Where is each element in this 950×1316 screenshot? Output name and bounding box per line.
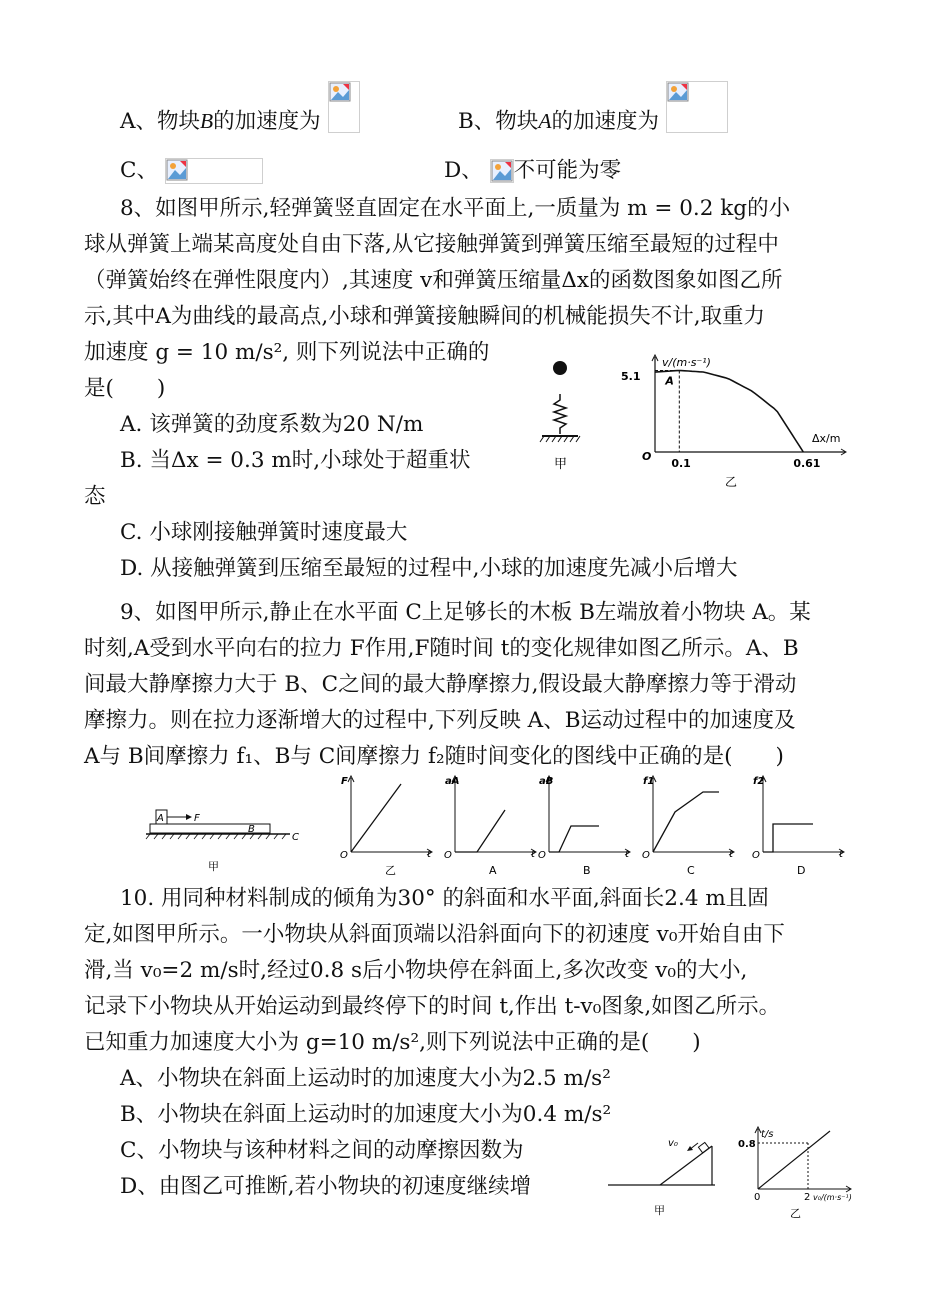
q8-line-2: 球从弹簧上端某高度处自由下落,从它接触弹簧到弹簧压缩至最短的过程中: [84, 232, 779, 257]
q10-line-2: 定,如图甲所示。一小物块从斜面顶端以沿斜面向下的初速度 v₀开始自由下: [84, 922, 785, 947]
q9-line-4: 摩擦力。则在拉力逐渐增大的过程中,下列反映 A、B运动过程中的加速度及: [84, 708, 796, 733]
velocity-curve: [655, 371, 803, 452]
q8-figure-yi: [600, 352, 860, 487]
spring-icon: [554, 394, 566, 434]
q10-figure-jia: [600, 1130, 725, 1220]
q9-line-2: 时刻,A受到水平向右的拉力 F作用,F随时间 t的变化规律如图乙所示。A、B: [84, 636, 799, 661]
broken-image-icon: [328, 81, 360, 133]
panel-caption: D: [797, 864, 806, 877]
broken-image-icon: [666, 81, 728, 133]
q10-option-c: C、小物块与该种材料之间的动摩擦因数为: [120, 1138, 524, 1163]
q8-line-5: 加速度 g = 10 m/s², 则下列说法中正确的: [84, 340, 490, 365]
q9-graph-panels: [335, 770, 845, 880]
block-a-label: A: [157, 813, 164, 824]
force-label: F: [194, 813, 200, 824]
x-tick-label: 0.61: [793, 457, 821, 470]
panel-origin-label: O: [752, 850, 760, 861]
fig-caption-yi: 乙: [725, 475, 738, 487]
panel-t-label: t: [531, 849, 535, 860]
panel-t-label: t: [839, 849, 843, 860]
q8-option-b-cont: 态: [84, 484, 106, 509]
q8-line-3: （弹簧始终在弹性限度内）,其速度 v和弹簧压缩量Δx的函数图象如图乙所: [84, 268, 783, 293]
panel-caption: A: [489, 864, 497, 877]
panel-y-label: aA: [445, 776, 460, 787]
panel-origin-label: O: [642, 850, 650, 861]
fig-caption-jia: 甲: [654, 1204, 665, 1217]
q10-line-3: 滑,当 v₀=2 m/s时,经过0.8 s后小物块停在斜面上,多次改变 v₀的大小,: [84, 958, 748, 983]
fig-caption-jia: 甲: [554, 457, 568, 472]
v0-label: v₀: [668, 1138, 678, 1149]
x-axis-label: v₀/(m·s⁻¹): [813, 1193, 852, 1202]
broken-image-icon: [490, 159, 514, 183]
q10-option-a: A、小物块在斜面上运动时的加速度大小为2.5 m/s²: [120, 1066, 611, 1091]
q8-line-4: 示,其中A为曲线的最高点,小球和弹簧接触瞬间的机械能损失不计,取重力: [84, 304, 766, 329]
q9-figure-jia: [140, 800, 310, 880]
panel-curve: [549, 826, 599, 852]
panel-origin-label: O: [340, 850, 348, 861]
y-axis-label: t/s: [761, 1129, 774, 1140]
q9-line-1: 9、如图甲所示,静止在水平面 C上足够长的木板 B左端放着小物块 A。某: [120, 600, 811, 625]
x-tick-label: 0.1: [671, 457, 691, 470]
q7-option-a: A、物块B的加速度为: [120, 106, 360, 137]
q9-line-3: 间最大静摩擦力大于 B、C之间的最大静摩擦力,假设最大静摩擦力等于滑动: [84, 672, 797, 697]
ground-label: C: [292, 832, 299, 843]
y-axis-label: v/(m·s⁻¹): [662, 356, 711, 369]
q7-option-d: D、 不可能为零: [444, 158, 622, 183]
q8-option-a: A. 该弹簧的劲度系数为20 N/m: [120, 412, 424, 437]
panel-curve: [351, 784, 401, 852]
panel-caption: B: [583, 864, 591, 877]
panel-y-label: f2: [753, 776, 765, 787]
ball-icon: [553, 361, 567, 375]
panel-origin-label: O: [444, 850, 452, 861]
q10-line-5: 已知重力加速度大小为 g=10 m/s²,则下列说法中正确的是( ): [84, 1030, 701, 1055]
q7-option-c: C、: [120, 156, 263, 186]
panel-y-label: F: [341, 776, 348, 787]
q10-line-1: 10. 用同种材料制成的倾角为30° 的斜面和水平面,斜面长2.4 m且固: [120, 886, 769, 911]
panel-y-label: aB: [539, 776, 554, 787]
origin-label: O: [642, 450, 652, 463]
q7-option-b: B、物块A的加速度为: [458, 106, 728, 137]
block-b-label: B: [248, 824, 255, 835]
panel-t-label: t: [729, 849, 733, 860]
panel-caption: 乙: [385, 864, 396, 877]
panel-caption: C: [687, 864, 695, 877]
q8-option-d: D. 从接触弹簧到压缩至最短的过程中,小球的加速度先减小后增大: [120, 556, 738, 581]
x-axis-label: Δx/m: [812, 432, 841, 445]
broken-image-icon: [165, 158, 263, 184]
q8-line-6: 是( ): [84, 376, 166, 401]
x-tick-label: 2: [804, 1192, 811, 1203]
q9-line-5: A与 B间摩擦力 f₁、B与 C间摩擦力 f₂随时间变化的图线中正确的是( ): [84, 744, 784, 769]
q8-figure-jia: [530, 352, 600, 477]
q10-option-d: D、由图乙可推断,若小物块的初速度继续增: [120, 1174, 532, 1199]
q10-line-4: 记录下小物块从开始运动到最终停下的时间 t,作出 t-v₀图象,如图乙所示。: [84, 994, 781, 1019]
y-tick-label: 5.1: [621, 370, 641, 383]
q10-option-b: B、小物块在斜面上运动时的加速度大小为0.4 m/s²: [120, 1102, 612, 1127]
panel-curve: [763, 824, 813, 852]
panel-t-label: t: [625, 849, 629, 860]
point-a-label: A: [665, 374, 674, 388]
fig-caption-jia: 甲: [208, 860, 219, 873]
panel-curve: [455, 810, 505, 852]
q8-option-c: C. 小球刚接触弹簧时速度最大: [120, 520, 408, 545]
panel-origin-label: O: [538, 850, 546, 861]
origin-label: 0: [754, 1192, 761, 1203]
y-tick-label: 0.8: [738, 1139, 756, 1150]
q8-option-b: B. 当Δx = 0.3 m时,小球处于超重状: [120, 448, 471, 473]
panel-y-label: f1: [643, 776, 655, 787]
q8-line-1: 8、如图甲所示,轻弹簧竖直固定在水平面上,一质量为 m = 0.2 kg的小: [120, 196, 791, 221]
panel-t-label: t: [427, 849, 431, 860]
fig-caption-yi: 乙: [790, 1207, 801, 1220]
panel-curve: [653, 792, 719, 852]
q10-figure-yi: [730, 1125, 870, 1220]
